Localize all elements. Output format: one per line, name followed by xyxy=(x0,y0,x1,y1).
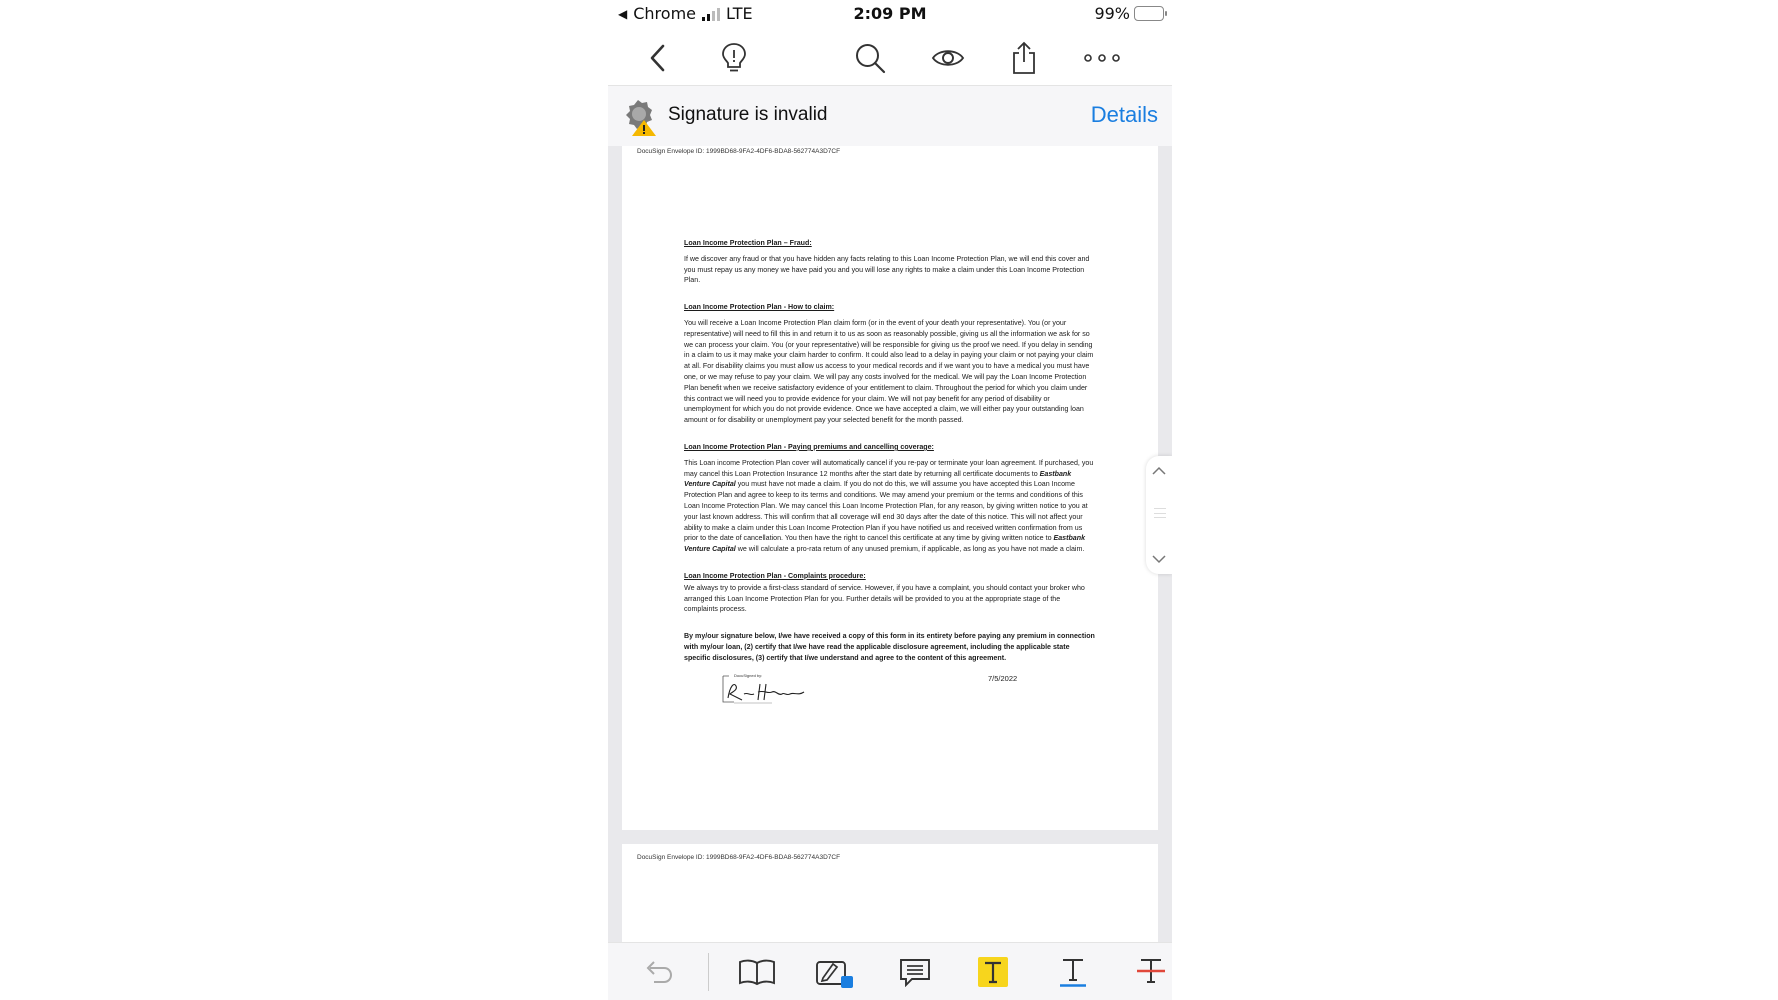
undo-button[interactable] xyxy=(638,951,680,993)
signature-stamp-icon xyxy=(815,954,855,990)
bottom-toolbar xyxy=(608,942,1172,1000)
toolbar-divider xyxy=(708,953,709,991)
section-heading-how-to-claim: Loan Income Protection Plan - How to claim: xyxy=(684,303,835,312)
envelope-id: DocuSign Envelope ID: 1999BD68-9FA2-4DF6-BDA8-562774A3D7CF xyxy=(637,148,841,155)
signature-details-link[interactable]: Details xyxy=(1090,102,1158,127)
document-page-1 xyxy=(622,146,1158,830)
underline-text-icon xyxy=(1057,956,1089,988)
handwritten-signature xyxy=(720,672,816,706)
section-body-how-to-claim: You will receive a Loan Income Protection Plan claim form (or in the event of your death your representative). You (or your representative) will need to fill this in and return it to us as soon as reasonably possible, giving us all the information we ask for so we can process your claim. You (or your representative) will be responsible for giving us the proof we need. If you delay in sending in a claim to us it may make your claim harder to confirm. It could also lead to a delay in paying your claim or not paying your claim at all. For disability claims you must allow us access to your medical records and if we want you to have a medical you must have one, or we may refuse to pay your claim. We will pay any costs involved for the medical. We will pay the Loan Income Protection Plan benefit when we receive satisfactory evidence of your entitlement to claim. Throughout the period for which you claim under this contract we will need you to provide evidence for your claim. We will not pay benefit for any period of disability or unemployment for which you do not provide evidence. Once we have accepted a claim, we will either pay your outstanding loan amount or for disability or unemployment pay your selected benefit for the month passed. xyxy=(684,318,1094,425)
phone-screen xyxy=(608,0,1172,1000)
section-body-premiums: This Loan income Protection Plan cover will automatically cancel if you re-pay or terminate your loan agreement. If purchased, you may cancel this Loan Protection Insurance 12 months after the start date by returning all certificate documents to Eastbank Venture Capital you must have not made a claim. If you do not do this, we will assume you have accepted this Loan Income Protection Plan and agree to keep to its terms and conditions. We may amend your premium or the terms and conditions of this Loan Income Protection Plan. We may cancel this Loan Income Protection Plan, for any reason, by giving written notice to you at your last known address. This will confirm that all coverage will end 30 days after the date of this notice. This will not affect your ability to make a claim under this Loan Income Protection Plan if you have notified us and received written confirmation from us prior to the date of cancellation. You then have the right to cancel this certificate at any time by giving written notice to Eastbank Venture Capital we will calculate a pro-rata return of any unused premium, if applicable, as long as you have not made a claim. xyxy=(684,458,1094,554)
comment-tool-button[interactable] xyxy=(894,951,936,993)
page-scroll-handle[interactable] xyxy=(1146,456,1172,574)
signature-status-text: Signature is invalid xyxy=(668,104,828,125)
svg-text:DocuSigned by:: DocuSigned by: xyxy=(734,672,763,678)
eye-icon xyxy=(931,46,965,70)
battery-status xyxy=(1094,4,1164,23)
signature-warning-icon xyxy=(622,98,658,138)
document-content xyxy=(684,238,1096,712)
more-button[interactable] xyxy=(1082,38,1122,78)
signature-row xyxy=(684,672,1096,712)
section-body-complaints: We always try to provide a first-class standard of service. However, if you have a complaint, you should contact your broker who arranged this Loan Income Protection Plan for you. Further details will be provided to you at the appropriate stage of the complaints process. xyxy=(684,583,1085,614)
signature-date: 7/5/2022 xyxy=(988,673,1018,683)
company-name: Eastbank Venture Capital xyxy=(684,469,1072,489)
envelope-id: DocuSign Envelope ID: 1999BD68-9FA2-4DF6-BDA8-562774A3D7CF xyxy=(637,854,841,861)
tips-button[interactable] xyxy=(714,38,754,78)
status-time: 2:09 PM xyxy=(853,4,927,23)
search-icon xyxy=(854,42,886,74)
search-button[interactable] xyxy=(850,38,890,78)
underline-tool-button[interactable] xyxy=(1052,951,1094,993)
signature-tool-button[interactable] xyxy=(814,951,856,993)
section-heading-premiums: Loan Income Protection Plan - Paying premiums and cancelling coverage: xyxy=(684,442,934,451)
declaration-text: By my/our signature below, I/we have received a copy of this form in its entirety before paying any premium in connection with my/our loan, (2) certify that I/we have read the applicable disclosure agreement, including the applicable state specific disclosures, (3) certify that I/we understand and agree to the content of this agreement. xyxy=(684,632,1095,662)
grip-icon xyxy=(1154,508,1166,518)
section-heading-fraud: Loan Income Protection Plan – Fraud: xyxy=(684,239,812,247)
company-name: Eastbank Venture Capital xyxy=(684,534,1086,554)
top-toolbar xyxy=(608,30,1172,86)
back-app-label: Chrome xyxy=(633,4,696,23)
share-button[interactable] xyxy=(1004,38,1044,78)
section-body-fraud: If we discover any fraud or that you have hidden any facts relating to this Loan Income Protection Plan, we will end this cover and you must repay us any money we have paid you and you will lose any rights to make a claim under this Loan Income Protection Plan. xyxy=(684,254,1090,285)
more-icon xyxy=(1083,53,1121,63)
document-viewer[interactable] xyxy=(608,146,1172,942)
highlight-text-icon xyxy=(977,956,1009,988)
share-icon xyxy=(1010,41,1038,75)
highlight-tool-button[interactable] xyxy=(972,951,1014,993)
reading-mode-button[interactable] xyxy=(736,951,778,993)
signature-banner xyxy=(608,86,1172,146)
back-button[interactable] xyxy=(638,38,678,78)
comment-icon xyxy=(898,957,932,987)
document-page-2 xyxy=(622,844,1158,942)
view-mode-button[interactable] xyxy=(928,38,968,78)
undo-icon xyxy=(644,959,674,985)
chevron-down-icon[interactable] xyxy=(1151,554,1167,564)
back-triangle-icon: ◀ xyxy=(618,6,628,21)
lightbulb-icon xyxy=(720,42,748,74)
strikethrough-text-icon xyxy=(1135,956,1167,988)
battery-percent: 99% xyxy=(1094,4,1130,23)
strikethrough-tool-button[interactable] xyxy=(1130,951,1172,993)
book-icon xyxy=(738,958,776,986)
network-label: LTE xyxy=(726,4,753,23)
chevron-left-icon xyxy=(646,43,670,73)
chevron-up-icon[interactable] xyxy=(1151,466,1167,476)
battery-icon xyxy=(1134,6,1164,21)
status-bar xyxy=(608,0,1172,28)
section-heading-complaints: Loan Income Protection Plan - Complaints procedure: xyxy=(684,571,866,580)
